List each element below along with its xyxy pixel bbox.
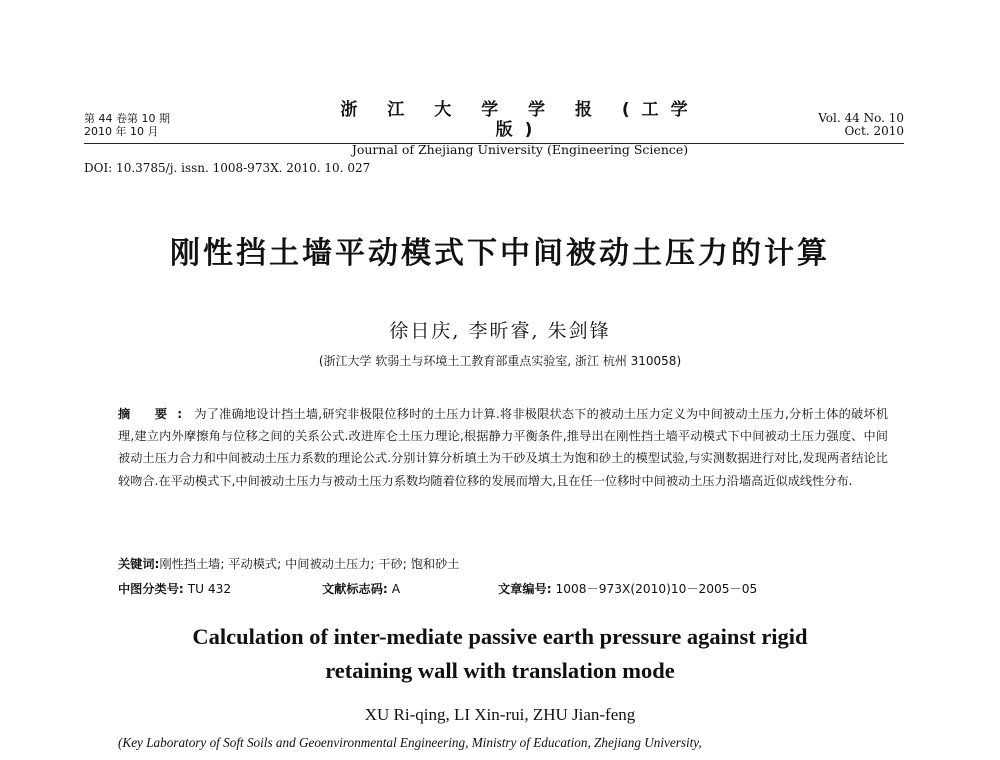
- keywords-text: 刚性挡土墙; 平动模式; 中间被动土压力; 干砂; 饱和砂土: [159, 557, 460, 571]
- journal-name-cn: 浙 江 大 学 学 报 (工学版): [340, 100, 700, 140]
- document-code: [322, 580, 400, 597]
- keywords: [118, 555, 459, 572]
- authors-cn: 徐日庆, 李昕睿, 朱剑锋: [389, 320, 611, 342]
- abstract-text: 为了准确地设计挡土墙,研究非极限位移时的土压力计算.将非极限状态下的被动土压力定义为中间被动土压力,分析土体的破坏机理,建立内外摩擦角与位移之间的关系公式.改进库仑土压力理论,根据静力平衡条件,推导出在刚性挡土墙平动模式下中间被动土压力强度、中间被动土压力合力和中间被动土压力系数的理论公式.分别计算分析填土为干砂及填土为饱和砂土的模型试验,与实测数据进行对比,发现两者结论比较吻合.在平动模式下,中间被动土压力与被动土压力系数均随着位移的发展而增大,且在任一位移时中间被动土压力沿墙高近似成线性分布.: [118, 407, 889, 488]
- abstract: [118, 403, 888, 492]
- paper-title-en: [80, 620, 920, 688]
- title-en-line1: Calculation of inter-mediate passive earth pressure against rigid: [192, 624, 808, 649]
- doc-code-value: A: [391, 582, 401, 596]
- volume-issue-en: [818, 112, 904, 138]
- paper-title-cn: 刚性挡土墙平动模式下中间被动土压力的计算: [170, 236, 830, 271]
- clc-number: [118, 580, 231, 597]
- title-en-line2: retaining wall with translation mode: [325, 658, 675, 683]
- volume-line-en: Vol. 44 No. 10: [818, 111, 904, 125]
- header-rule: [84, 143, 904, 144]
- clc-value: TU 432: [187, 582, 232, 596]
- doi: DOI: 10.3785/j. issn. 1008-973X. 2010. 10. 027: [84, 161, 371, 175]
- date-line: 2010 年 10 月: [84, 125, 159, 138]
- article-number: [498, 580, 757, 597]
- volume-issue: [84, 112, 170, 138]
- volume-line: 第 44 卷第 10 期: [84, 112, 170, 125]
- journal-name-en: Journal of Zhejiang University (Engineering Science): [351, 142, 689, 157]
- authors-en: XU Ri-qing, LI Xin-rui, ZHU Jian-feng: [364, 705, 636, 724]
- journal-header: [330, 100, 710, 158]
- date-line-en: Oct. 2010: [844, 124, 904, 138]
- clc-label: 中图分类号:: [118, 582, 184, 596]
- affiliation-cn: (浙江大学 软弱土与环境土工教育部重点实验室, 浙江 杭州 310058): [318, 354, 682, 368]
- keywords-label: 关键词:: [118, 557, 160, 571]
- affiliation-en: (Key Laboratory of Soft Soils and Geoenvironmental Engineering, Ministry of Education, Zhejiang University,: [118, 735, 702, 750]
- abstract-label: 摘 要:: [118, 407, 193, 421]
- article-number-label: 文章编号:: [498, 582, 552, 596]
- doc-code-label: 文献标志码:: [322, 582, 388, 596]
- article-number-value: 1008－973X(2010)10－2005－05: [555, 582, 758, 596]
